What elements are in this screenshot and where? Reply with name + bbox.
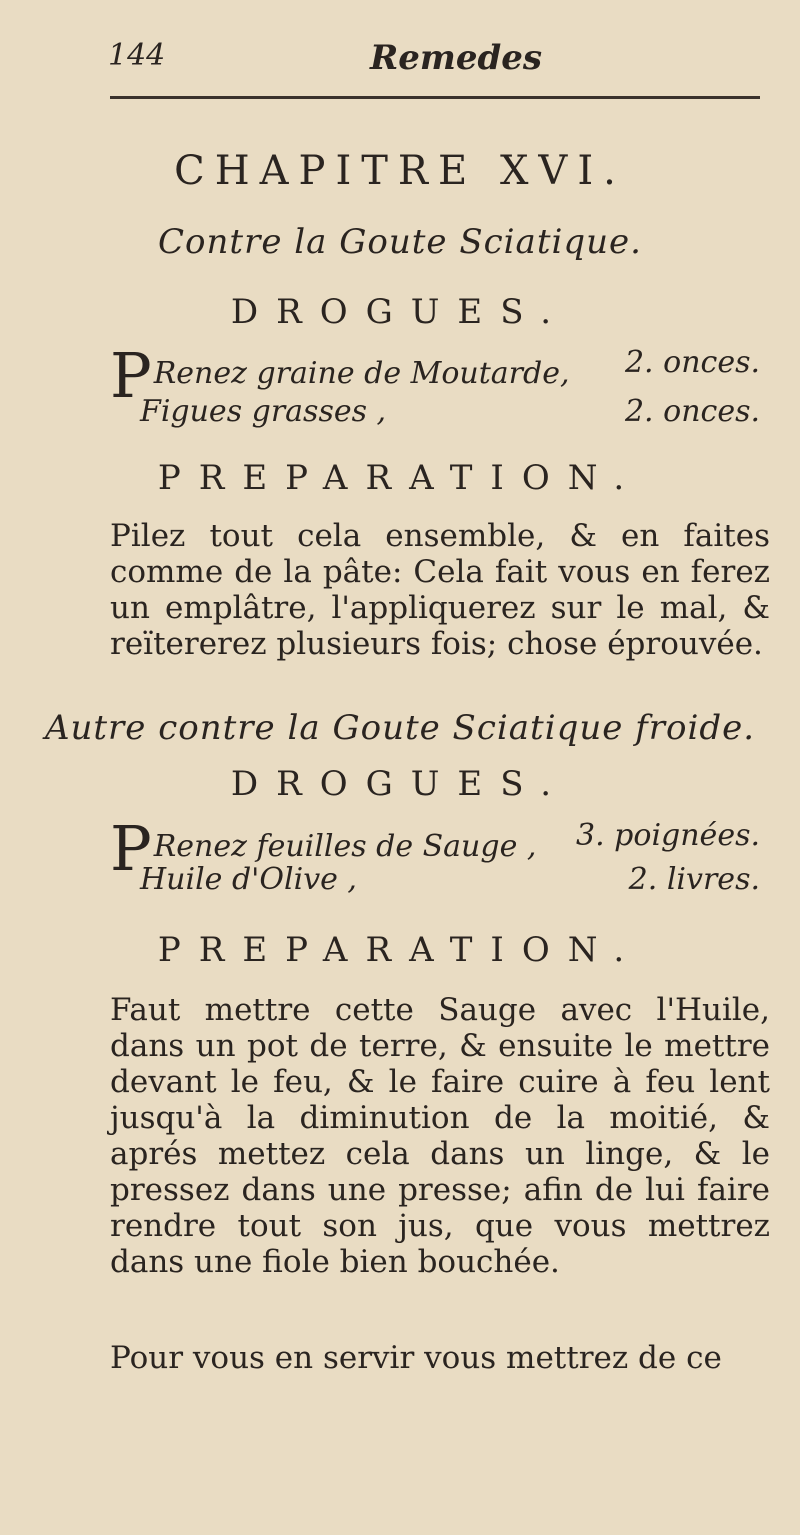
header-rule	[110, 96, 760, 99]
chapter-title: CHAPITRE XVI.	[174, 148, 626, 194]
drop-cap: P	[110, 812, 152, 885]
ingredient-name: Renez feuilles de Sauge ,	[153, 829, 537, 864]
continuation-line: Pour vous en servir vous mettrez de ce	[110, 1340, 722, 1376]
preparation-heading: PREPARATION.	[157, 930, 643, 970]
ingredient-name: Renez graine de Moutarde,	[153, 356, 570, 391]
ingredient-quantity: 3. poignées.	[576, 818, 760, 853]
page-number: 144	[108, 38, 166, 73]
ingredient-name: Figues grasses ,	[140, 394, 387, 429]
ingredient-line	[110, 394, 770, 438]
preparation-paragraph: Pilez tout cela ensemble, & en faites comme de la pâte: Cela fait vous en ferez un emplâtre, l'appliquerez sur le mal, & reïtererez plusieurs fois; chose éprouvée.	[110, 518, 770, 662]
ingredient-quantity: 2. livres.	[628, 862, 760, 897]
ingredient-quantity: 2. onces.	[624, 394, 760, 429]
page-header	[0, 38, 800, 88]
ingredient-quantity: 2. onces.	[624, 345, 760, 380]
drogues-heading: DROGUES.	[230, 292, 570, 332]
recipe-title: Autre contre la Goute Sciatique froide.	[44, 708, 756, 748]
drogues-heading: DROGUES.	[230, 764, 570, 804]
chapter-subtitle: Contre la Goute Sciatique.	[158, 222, 642, 262]
running-title: Remedes	[370, 38, 543, 78]
drop-cap: P	[110, 339, 152, 412]
ingredient-line	[110, 862, 770, 906]
preparation-paragraph: Faut mettre cette Sauge avec l'Huile, dans un pot de terre, & ensuite le mettre devant le feu, & le faire cuire à feu lent jusqu'à la diminution de la moitié, & aprés mettez cela dans un linge, & le pressez dans une presse; afin de lui faire rendre tout son jus, que vous mettrez dans une fiole bien bouchée.	[110, 992, 770, 1280]
ingredient-name: Huile d'Olive ,	[140, 862, 357, 897]
preparation-heading: PREPARATION.	[157, 458, 643, 498]
